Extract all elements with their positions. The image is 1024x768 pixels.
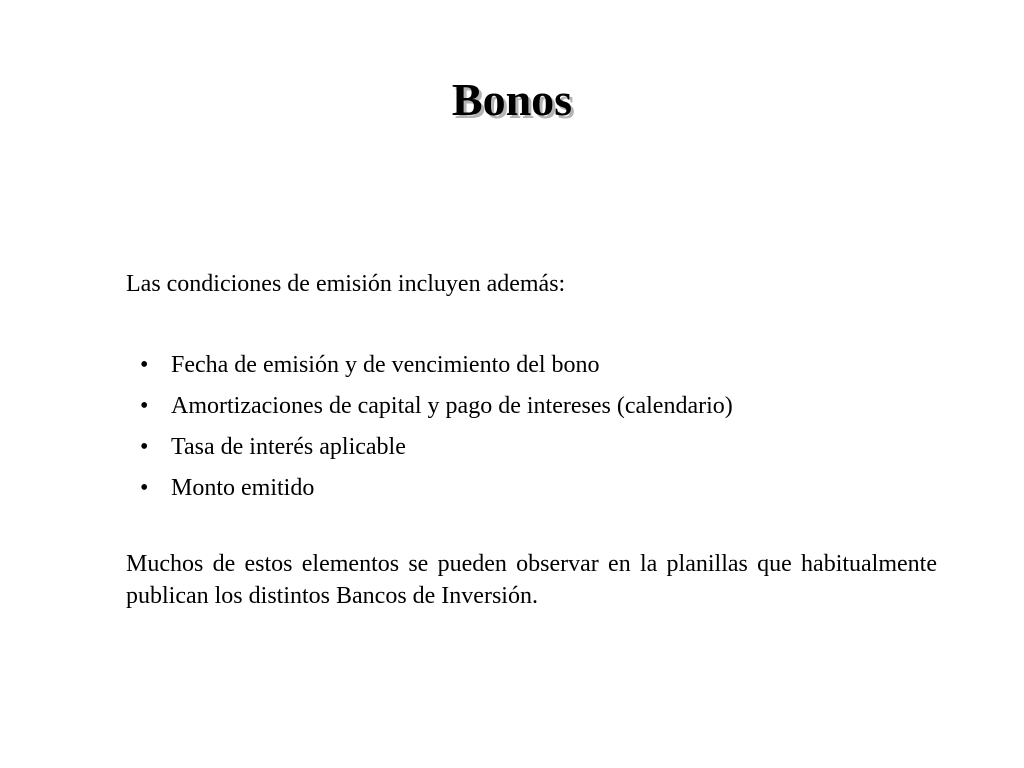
- bullet-icon: •: [140, 434, 149, 460]
- bullet-list: [126, 349, 937, 513]
- bullet-item: [126, 472, 937, 513]
- bullet-icon: •: [140, 475, 149, 501]
- bullet-item: [126, 431, 937, 472]
- bullet-text: Fecha de emisión y de vencimiento del bono: [171, 352, 600, 378]
- bullet-item: [126, 349, 937, 390]
- slide-title: Bonos: [451, 74, 573, 125]
- bullet-icon: •: [140, 352, 149, 378]
- bullet-icon: •: [140, 393, 149, 419]
- intro-text: Las condiciones de emisión incluyen además:: [126, 271, 566, 297]
- bullet-text: Tasa de interés aplicable: [171, 434, 406, 460]
- bullet-text: Monto emitido: [171, 475, 315, 501]
- slide-body: [126, 268, 937, 612]
- bullet-item: [126, 390, 937, 431]
- closing-paragraph: Muchos de estos elementos se pueden observar en la planillas que habitualmente publican los distintos Bancos de Inversión.: [126, 551, 937, 609]
- bullet-text: Amortizaciones de capital y pago de intereses (calendario): [171, 393, 733, 419]
